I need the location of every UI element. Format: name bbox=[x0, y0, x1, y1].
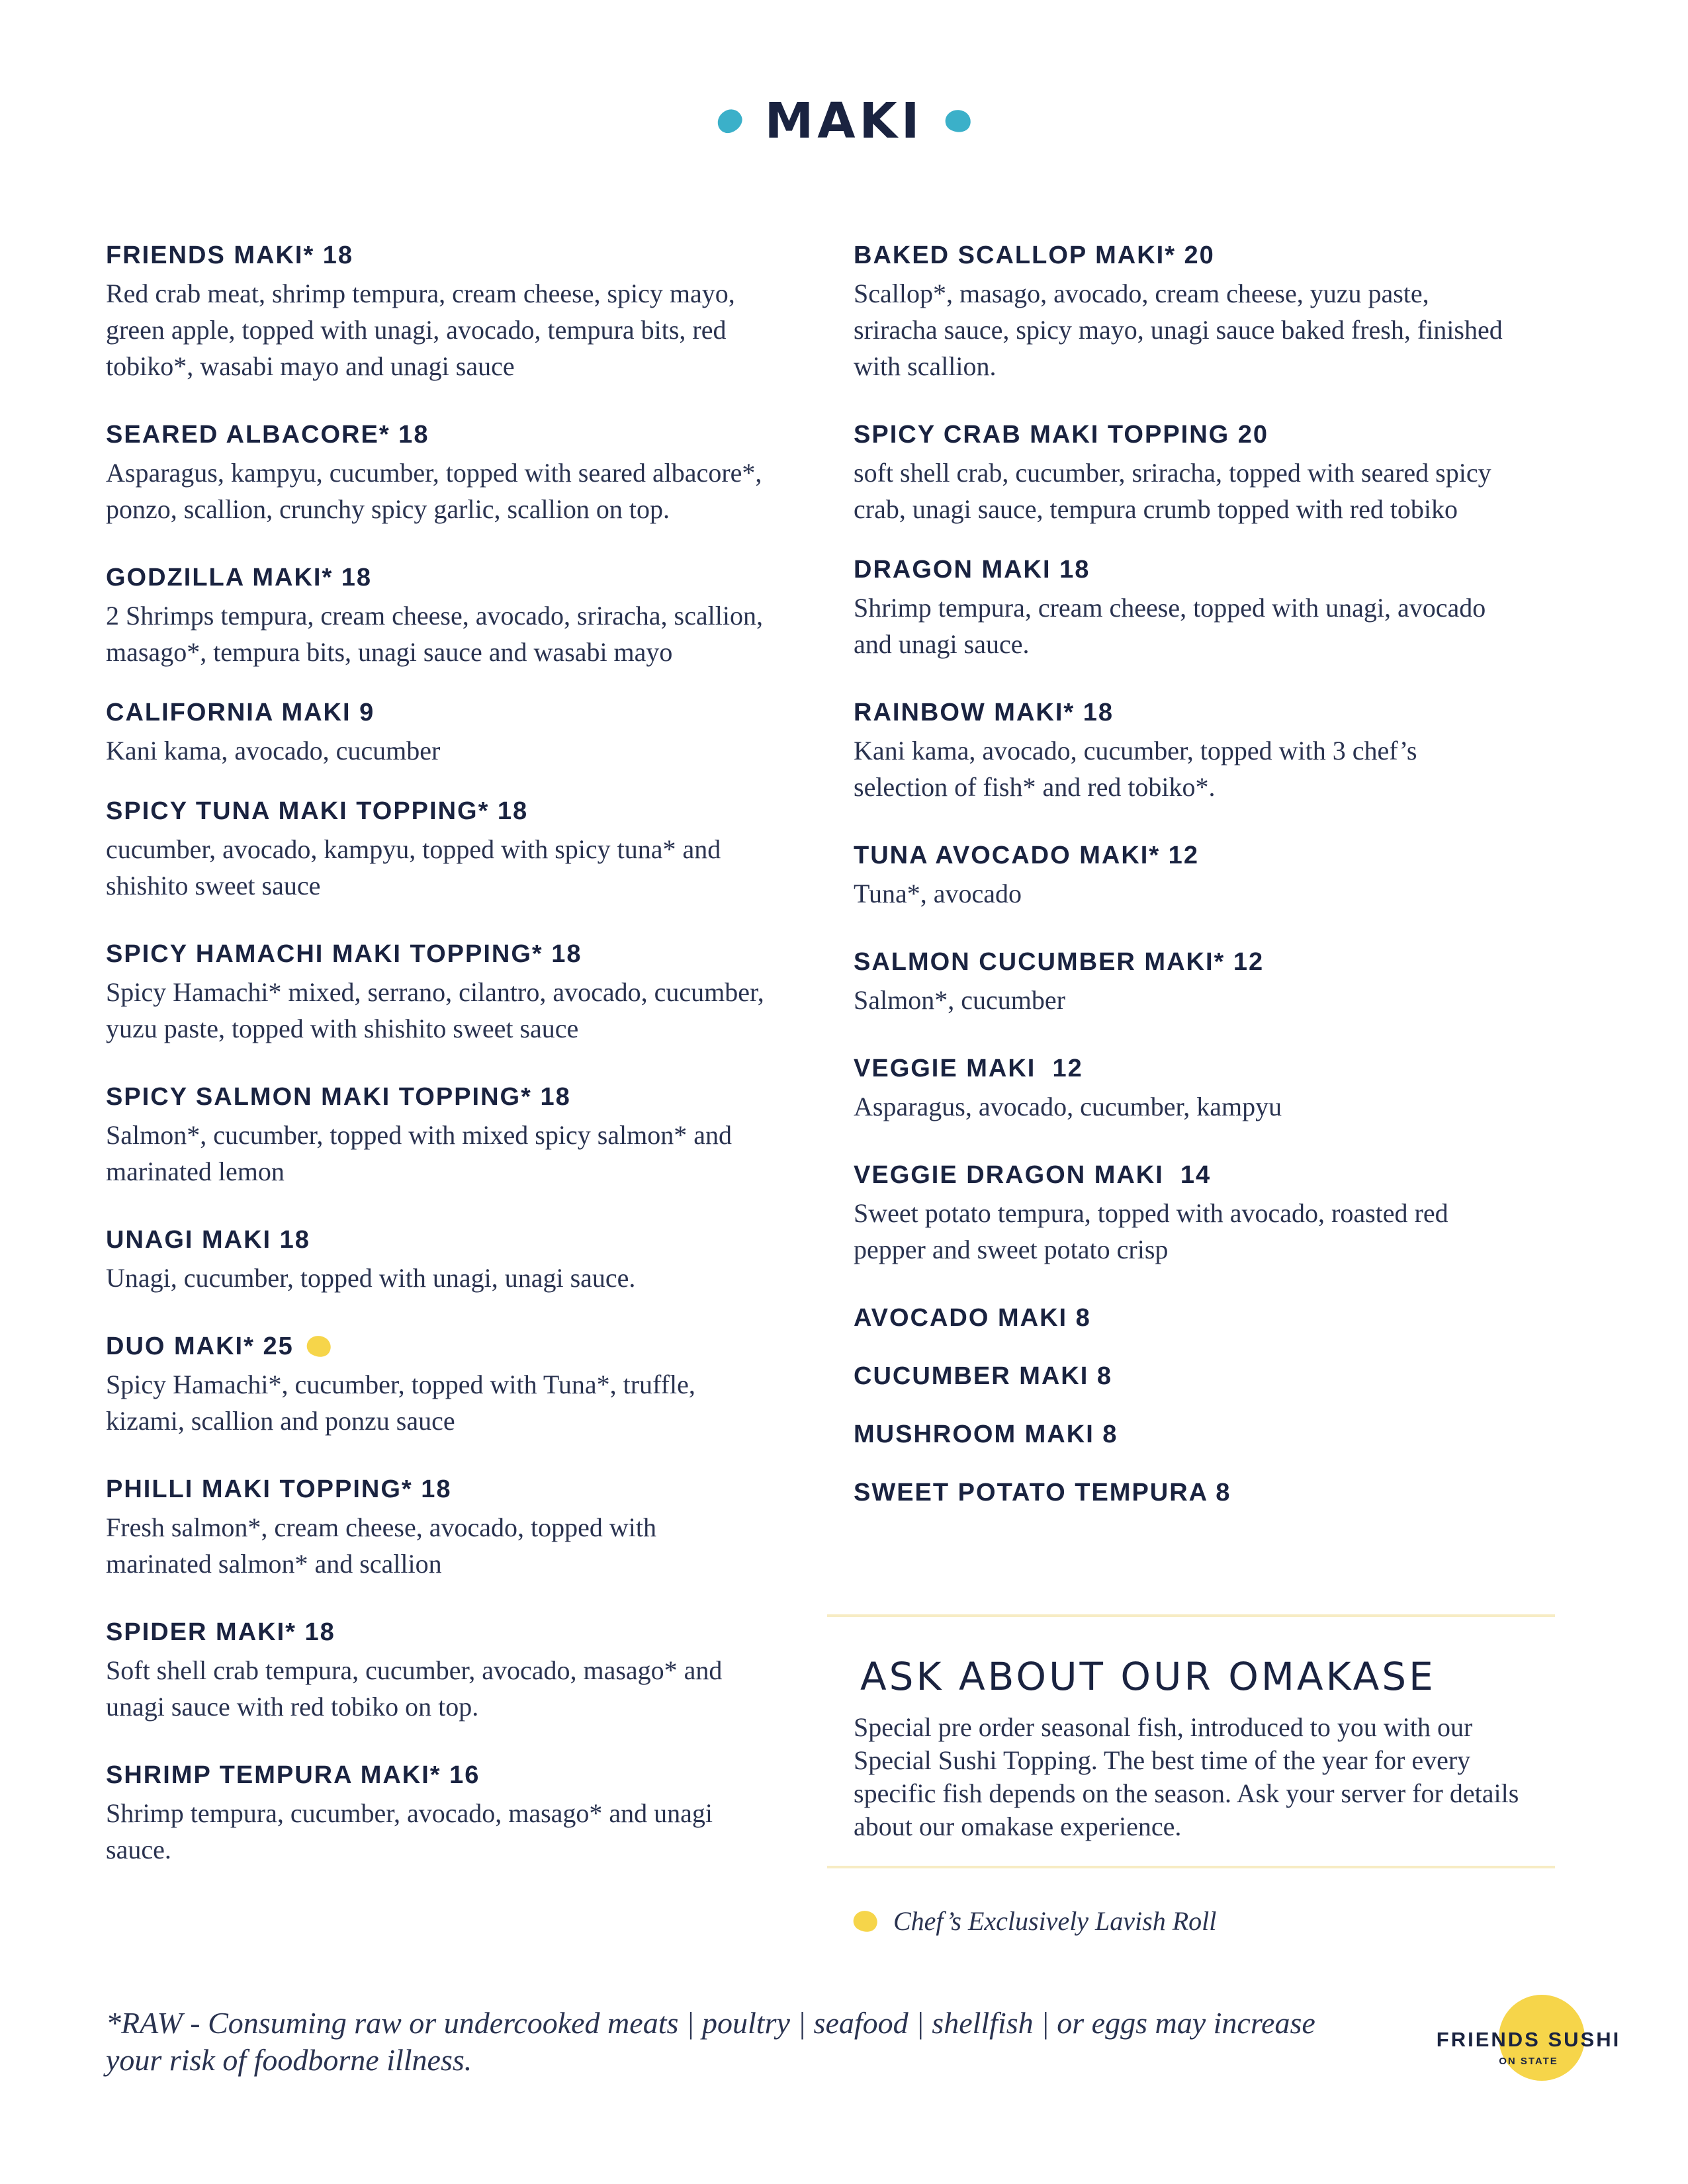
menu-item-philli-maki bbox=[106, 1472, 807, 1582]
blue-blob-icon bbox=[714, 107, 745, 136]
item-name: SPICY SALMON MAKI TOPPING* 18 bbox=[106, 1083, 571, 1111]
item-name: UNAGI MAKI 18 bbox=[106, 1226, 310, 1254]
menu-item-duo-maki bbox=[106, 1329, 807, 1439]
menu-item-spicy-tuna-maki bbox=[106, 794, 807, 904]
menu-item-godzilla-maki bbox=[106, 560, 807, 670]
divider-bottom bbox=[827, 1866, 1555, 1868]
menu-item-tuna-avocado-maki bbox=[854, 838, 1555, 912]
omakase-section bbox=[854, 1654, 1529, 1843]
item-description: Tuna*, avocado bbox=[854, 879, 1022, 908]
menu-item-avocado-maki bbox=[854, 1301, 1555, 1335]
menu-item-spicy-hamachi-maki bbox=[106, 937, 807, 1047]
item-name: TUNA AVOCADO MAKI* 12 bbox=[854, 842, 1199, 869]
chef-roll-badge-icon bbox=[303, 1331, 334, 1362]
item-name: GODZILLA MAKI* 18 bbox=[106, 564, 373, 591]
item-name: AVOCADO MAKI 8 bbox=[854, 1304, 1091, 1332]
raw-disclaimer: *RAW - Consuming raw or undercooked meats | poultry | seafood | shellfish | or eggs may increase your risk of foodborne illness. bbox=[106, 2006, 1315, 2077]
item-description: Asparagus, avocado, cucumber, kampyu bbox=[854, 1092, 1282, 1121]
chef-roll-badge-icon bbox=[850, 1906, 881, 1937]
item-description: Red crab meat, shrimp tempura, cream cheese, spicy mayo, green apple, topped with unagi, avocado, tempura bits, red tobiko*, wasabi mayo and unagi sauce bbox=[106, 279, 735, 381]
menu-item-friends-maki bbox=[106, 238, 807, 384]
page-title: MAKI bbox=[764, 93, 924, 150]
item-name: MUSHROOM MAKI 8 bbox=[854, 1420, 1118, 1448]
menu-item-veggie-maki bbox=[854, 1051, 1555, 1125]
menu-item-spicy-salmon-maki bbox=[106, 1080, 807, 1190]
item-description: Scallop*, masago, avocado, cream cheese, yuzu paste, sriracha sauce, spicy mayo, unagi sauce baked fresh, finished with scallion. bbox=[854, 279, 1503, 381]
divider-top bbox=[827, 1614, 1555, 1617]
item-name: SHRIMP TEMPURA MAKI* 16 bbox=[106, 1761, 480, 1789]
item-description: Spicy Hamachi* mixed, serrano, cilantro, avocado, cucumber, yuzu paste, topped with shishito sweet sauce bbox=[106, 977, 764, 1043]
menu-item-dragon-maki bbox=[854, 552, 1555, 662]
item-name: SPIDER MAKI* 18 bbox=[106, 1618, 335, 1646]
blue-blob-icon bbox=[942, 106, 975, 137]
legend-text: Chef’s Exclusively Lavish Roll bbox=[893, 1906, 1217, 1936]
item-name: BAKED SCALLOP MAKI* 20 bbox=[854, 241, 1215, 269]
item-name: SPICY CRAB MAKI TOPPING 20 bbox=[854, 421, 1269, 449]
item-description: Kani kama, avocado, cucumber, topped with 3 chef’s selection of fish* and red tobiko*. bbox=[854, 736, 1417, 802]
menu-item-sweet-potato-tempura bbox=[854, 1475, 1555, 1510]
menu-item-spicy-crab-maki bbox=[854, 417, 1555, 527]
item-name: RAINBOW MAKI* 18 bbox=[854, 699, 1114, 726]
brand-logo bbox=[1429, 1991, 1628, 2097]
item-description: soft shell crab, cucumber, sriracha, topped with seared spicy crab, unagi sauce, tempura crumb topped with red tobiko bbox=[854, 458, 1491, 524]
item-name-row bbox=[106, 1329, 807, 1364]
item-description: Salmon*, cucumber bbox=[854, 985, 1065, 1015]
item-description: 2 Shrimps tempura, cream cheese, avocado, sriracha, scallion, masago*, tempura bits, unagi sauce and wasabi mayo bbox=[106, 601, 763, 667]
logo-brand-text: FRIENDS SUSHI bbox=[1436, 2028, 1621, 2051]
menu-item-veggie-dragon-maki bbox=[854, 1158, 1555, 1268]
item-description: Salmon*, cucumber, topped with mixed spicy salmon* and marinated lemon bbox=[106, 1120, 733, 1186]
item-name: FRIENDS MAKI* 18 bbox=[106, 241, 354, 269]
item-name: DRAGON MAKI 18 bbox=[854, 556, 1090, 584]
item-name: PHILLI MAKI TOPPING* 18 bbox=[106, 1475, 452, 1503]
menu-item-seared-albacore bbox=[106, 417, 807, 527]
item-name: DUO MAKI* 25 bbox=[106, 1332, 294, 1360]
item-name: VEGGIE MAKI 12 bbox=[854, 1055, 1083, 1082]
menu-item-cucumber-maki bbox=[854, 1359, 1555, 1393]
item-description: Kani kama, avocado, cucumber bbox=[106, 736, 441, 765]
item-description: Fresh salmon*, cream cheese, avocado, topped with marinated salmon* and scallion bbox=[106, 1512, 656, 1579]
page-header bbox=[0, 93, 1688, 150]
item-name: SALMON CUCUMBER MAKI* 12 bbox=[854, 948, 1265, 976]
left-column bbox=[106, 238, 807, 1901]
omakase-heading: ASK ABOUT OUR OMAKASE bbox=[860, 1654, 1436, 1699]
item-name: SPICY HAMACHI MAKI TOPPING* 18 bbox=[106, 940, 582, 968]
menu-item-unagi-maki bbox=[106, 1223, 807, 1296]
menu-item-mushroom-maki bbox=[854, 1417, 1555, 1452]
item-description: Spicy Hamachi*, cucumber, topped with Tuna*, truffle, kizami, scallion and ponzu sauce bbox=[106, 1370, 695, 1436]
legend bbox=[854, 1905, 1216, 1937]
item-name: SPICY TUNA MAKI TOPPING* 18 bbox=[106, 797, 529, 825]
item-description: Shrimp tempura, cucumber, avocado, masago* and unagi sauce. bbox=[106, 1798, 713, 1864]
menu-item-rainbow-maki bbox=[854, 695, 1555, 805]
menu-item-baked-scallop-maki bbox=[854, 238, 1555, 384]
menu-item-shrimp-tempura-maki bbox=[106, 1758, 807, 1868]
item-description: Shrimp tempura, cream cheese, topped with unagi, avocado and unagi sauce. bbox=[854, 593, 1486, 659]
item-description: Unagi, cucumber, topped with unagi, unagi sauce. bbox=[106, 1263, 636, 1293]
menu-item-salmon-cucumber-maki bbox=[854, 945, 1555, 1018]
right-column bbox=[854, 238, 1555, 1534]
item-name: SEARED ALBACORE* 18 bbox=[106, 421, 429, 449]
item-name: VEGGIE DRAGON MAKI 14 bbox=[854, 1161, 1212, 1189]
item-description: Soft shell crab tempura, cucumber, avocado, masago* and unagi sauce with red tobiko on top. bbox=[106, 1655, 723, 1722]
item-description: cucumber, avocado, kampyu, topped with spicy tuna* and shishito sweet sauce bbox=[106, 834, 721, 900]
omakase-text: Special pre order seasonal fish, introduced to you with our Special Sushi Topping. The best time of the year for every specific fish depends on the season. Ask your server for details about our omakase experience. bbox=[854, 1712, 1519, 1841]
item-name: CUCUMBER MAKI 8 bbox=[854, 1362, 1112, 1390]
menu-item-spider-maki bbox=[106, 1615, 807, 1725]
item-name: SWEET POTATO TEMPURA 8 bbox=[854, 1479, 1231, 1507]
item-name: CALIFORNIA MAKI 9 bbox=[106, 699, 375, 726]
menu-item-california-maki bbox=[106, 695, 807, 769]
logo-sub-text: ON STATE bbox=[1499, 2056, 1558, 2067]
item-description: Sweet potato tempura, topped with avocado, roasted red pepper and sweet potato crisp bbox=[854, 1198, 1448, 1264]
item-description: Asparagus, kampyu, cucumber, topped with seared albacore*, ponzo, scallion, crunchy spicy garlic, scallion on top. bbox=[106, 458, 762, 524]
